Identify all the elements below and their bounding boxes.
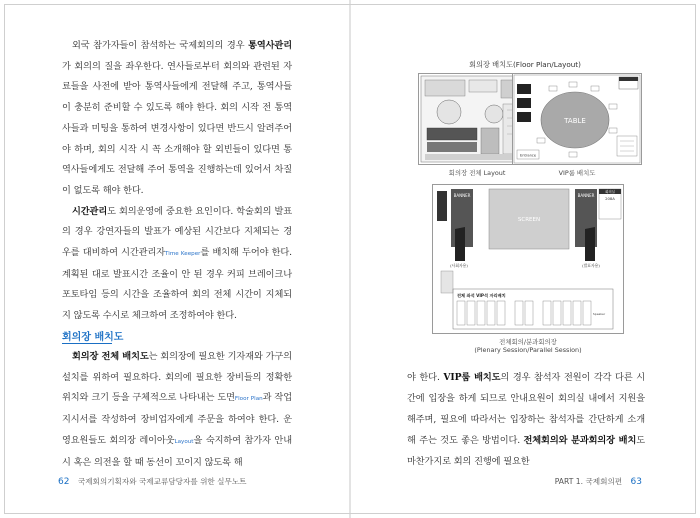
table-label: TABLE bbox=[564, 117, 586, 125]
caption-overall-layout: 회의장 전체 Layout bbox=[448, 169, 506, 177]
caption-vip-room: VIP룸 배치도 bbox=[558, 169, 596, 177]
text-run: 를 배치해 두어야 한다. 계획된 대로 발표시간 조율이 안 된 경우 커피 브레이크나 포토타임 등의 시간을 조율하여 회의 전체 시간이 지체되지 않도록 수시로 체크하여 조정하여야 한다. bbox=[62, 247, 292, 322]
paragraph-floor-plan bbox=[62, 347, 292, 473]
inline-annotation: Floor Plan bbox=[234, 396, 263, 403]
inline-annotation: Layout bbox=[174, 438, 194, 445]
paragraph-interpreter bbox=[62, 36, 292, 202]
page-number-right: 63 bbox=[630, 477, 642, 487]
running-title-right: PART 1. 국제회의편 bbox=[554, 477, 623, 486]
running-title-left: 국제회의기획자와 국제교류담당자를 위한 실무노트 bbox=[77, 477, 247, 486]
vip-room-figure bbox=[512, 73, 642, 165]
figure-title: 회의장 배치도(Floor Plan/Layout) bbox=[469, 60, 581, 69]
left-body-text bbox=[62, 36, 292, 327]
vip-row-label: 전체 좌석 VIP석 자리배치 bbox=[457, 293, 506, 298]
text-run: 야 한다. bbox=[407, 372, 444, 383]
left-page bbox=[0, 0, 349, 518]
text-run: 는 회의장에 필요한 기자재와 가구의 설치를 위하여 필요하다. 회의에 필요한 장비들의 정확한 위치와 크기 등을 구체적으로 나타내는 도면 bbox=[62, 351, 292, 404]
vip-room-diagram bbox=[513, 74, 641, 164]
bold-term: 전체회의와 분과회의장 배치 bbox=[523, 435, 637, 446]
screen-label: SCREEN bbox=[517, 217, 541, 223]
session-layout-diagram bbox=[433, 185, 623, 333]
banner-left-label: BANNER bbox=[453, 193, 471, 198]
podium-left-label: (사회자용) bbox=[450, 263, 468, 268]
right-body-text bbox=[407, 367, 645, 472]
text-run: 가 회의의 질을 좌우한다. 연사들로부터 회의와 관련된 자료들을 사전에 받아 통역사들에게 전달해 주고, 통역사들이 충분히 준비할 수 있도록 해야 한다. 회의 시작 전 통역사들과 미팅을 통하여 변경사항이 있다면 반드시 알려주어야 하며, 회의 시작 시 꼭 소개해야 할 외빈들이 있다면 통역사들에게도 전달해 주어 통역을 진행하는데 있어서 차질이 없도록 해야 한다. bbox=[62, 60, 292, 196]
room-label: 회의실 bbox=[605, 190, 615, 194]
paragraph-time-management bbox=[62, 202, 292, 327]
caption-session-1: 전체회의/분과회의장 bbox=[499, 338, 557, 346]
text-run: 도 마찬가지로 회의 진행에 필요한 bbox=[407, 435, 645, 467]
page-number-left: 62 bbox=[58, 477, 70, 487]
left-section-text bbox=[62, 347, 292, 473]
banner-right-label: BANNER bbox=[577, 193, 595, 198]
caption-session-2: (Plenary Session/Parallel Session) bbox=[474, 346, 582, 354]
text-run: 외국 참가자들이 참석하는 국제회의의 경우 bbox=[72, 40, 249, 51]
podium-right-label: (발표자용) bbox=[582, 263, 600, 268]
session-layout-figure bbox=[432, 184, 624, 334]
section-title: 회의장 배치도 bbox=[62, 328, 123, 343]
paragraph-vip-room bbox=[407, 367, 645, 472]
text-run: 의 경우 참석자 전원이 각각 다른 시간에 입장을 하게 되므로 안내요원이 회의실 내에서 지원을 해주며, 필요에 따라서는 입장하는 참석자를 간단하게 소개해 주는 것도 좋은 방법이다. bbox=[407, 372, 646, 446]
text-run: 을 숙지하여 참가자 안내 시 혹은 의전을 할 때 동선이 꼬이지 않도록 해 bbox=[62, 434, 292, 468]
inline-annotation: Time Keeper bbox=[165, 251, 201, 258]
entrance-label: Entrance bbox=[519, 153, 537, 158]
left-footer bbox=[58, 476, 247, 487]
bold-term: 시간관리 bbox=[72, 205, 108, 217]
text-run: 도 회의운영에 중요한 요인이다. 학술회의 발표의 경우 강연자들의 발표가 예상된 시간보다 지체되는 경우를 대비하여 시간관리자 bbox=[62, 205, 292, 259]
bold-term: 회의장 전체 배치도 bbox=[72, 351, 149, 362]
bold-term: 통역사관리 bbox=[248, 40, 292, 51]
text-run: 과 작업지시서를 작성하여 장비업자에게 주문을 하여야 한다. 운영요원들도 회의장 레이아웃 bbox=[62, 392, 292, 446]
seat-label: Speaker bbox=[592, 312, 606, 316]
room-number: 208A bbox=[605, 196, 615, 201]
right-footer bbox=[555, 476, 642, 487]
bold-term: VIP룸 배치도 bbox=[443, 372, 501, 383]
